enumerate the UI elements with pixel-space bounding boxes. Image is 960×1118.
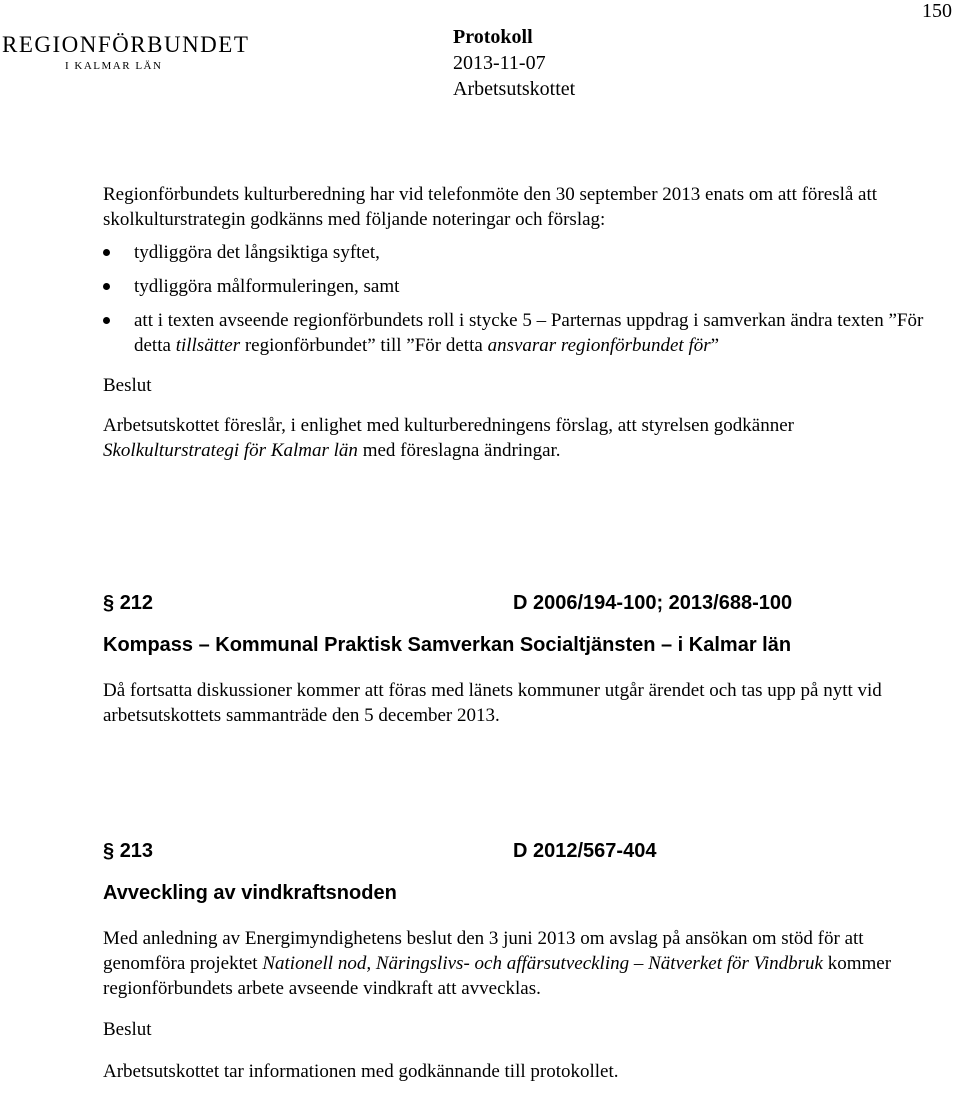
document-date: 2013-11-07 [453,52,546,74]
diarie-number: D 2012/567-404 [513,840,657,862]
section-body-text: Då fortsatta diskussioner kommer att föras med länets kommuner utgår ärendet och tas upp på nytt vid arbetsutskottets sammanträde den 5 december 2013. [103,680,882,726]
bullet-icon [103,317,110,324]
list-item [103,308,933,358]
bullet-emphasis: ansvarar regionförbundet för [487,335,711,356]
body-text: Med anledning av Energimyndighetens beslut den 3 juni 2013 om avslag på ansökan om stöd för att genomföra projektet [103,928,864,974]
document-header [453,24,575,102]
section-heading [103,840,933,868]
beslut-heading: Beslut [103,375,152,396]
section-title: Kompass – Kommunal Praktisk Samverkan Socialtjänsten – i Kalmar län [103,634,792,656]
section-number [103,592,153,615]
bullet-icon [103,249,110,256]
regionforbundet-logo [2,32,249,72]
section-body [103,926,933,1084]
intro-paragraph: Regionförbundets kulturberedning har vid telefonmöte den 30 september 2013 enats om att föreslå att skolkulturstrategin godkänns med följande noteringar och förslag: [103,184,878,230]
bullet-icon [103,283,110,290]
beslut-heading: Beslut [103,1019,152,1040]
logo-main-text: REGIONFÖRBUNDET [2,32,250,57]
list-item [103,240,933,265]
decision-emphasis: Skolkulturstrategi för Kalmar län [103,440,358,461]
bullet-list [103,240,933,358]
paragraph-symbol: § [103,840,115,862]
bullet-text: regionförbundet” till ”För detta [240,335,488,356]
section-212 [103,592,933,728]
page-number: 150 [922,0,952,22]
diarie-number: D 2006/194-100; 2013/688-100 [513,592,793,614]
bullet-emphasis: tillsätter [175,335,241,356]
paragraph-symbol: § [103,592,115,614]
bullet-text: att i texten avseende regionförbundets roll i stycke 5 – Parternas uppdrag i samverkan ändra texten ”För detta [134,310,924,356]
section-body [103,678,933,728]
decision-paragraph: Arbetsutskottet tar informationen med godkännande till protokollet. [103,1061,619,1082]
logo-sub-text: I KALMAR LÄN [65,60,163,72]
section-number-value: 212 [119,592,154,614]
section-number [103,840,153,863]
decision-paragraph [103,413,933,463]
section-number-value: 213 [119,840,154,862]
closing-quote: ” [710,335,720,356]
section-body-text [103,926,933,1001]
document-body: Arbetsutskottet [453,78,576,100]
decision-text: med föreslagna ändringar. [357,440,561,461]
intro-section [103,182,933,463]
document-type: Protokoll [453,26,533,48]
bullet-text: tydliggöra målformuleringen, samt [134,276,400,297]
body-text: kommer regionförbundets arbete avseende vindkraft att avvecklas. [103,953,892,999]
project-name: Nationell nod, Näringslivs- och affärsutveckling – Nätverket för Vindbruk [262,953,823,974]
bullet-text: tydliggöra det långsiktiga syftet, [134,242,380,263]
section-213 [103,840,933,1084]
section-heading [103,592,933,620]
decision-text: Arbetsutskottet föreslår, i enlighet med kulturberedningens förslag, att styrelsen godkänner [103,415,794,436]
section-title: Avveckling av vindkraftsnoden [103,882,397,904]
list-item [103,274,933,299]
